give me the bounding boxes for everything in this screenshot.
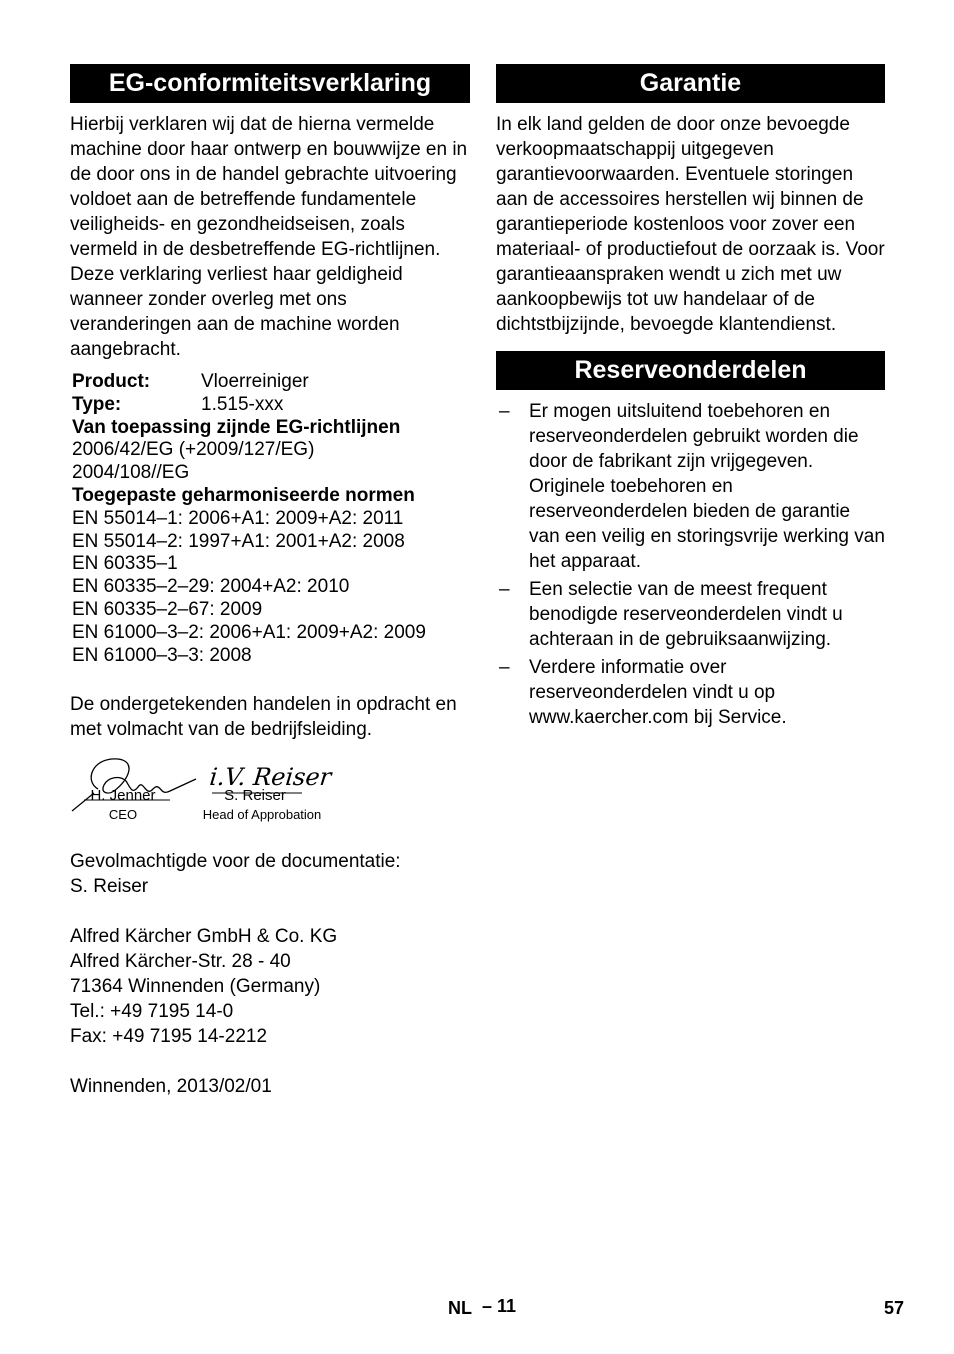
- company-address: [70, 924, 470, 1049]
- norm-item: EN 61000–3–3: 2008: [72, 644, 252, 666]
- list-item-text: Er mogen uitsluitend toebehoren en reserveonderdelen gebruikt worden die door de fabrikant zijn vrijgegeven. Originele toebehoren en reserveonderdelen bieden de garantie van een veilig en storingsvrije werking van het apparaat.: [529, 401, 885, 572]
- declaration-intro: Hierbij verklaren wij dat de hierna vermelde machine door haar ontwerp en bouwwijze en in de door ons in de handel gebrachte uitvoering voldoet aan de betreffende fundamentele veiligheids- en gezondheidseisen, zoals vermeld in de desbetreffende EG-richtlijnen. Deze verklaring verliest haar geldigheid wanneer zonder overleg met ons veranderingen aan de machine worden aangebracht.: [70, 114, 468, 360]
- address-line: Alfred Kärcher GmbH & Co. KG: [70, 926, 338, 948]
- type-row: [72, 394, 470, 417]
- signature-block: [70, 751, 470, 849]
- documentation-contact: [70, 849, 470, 899]
- list-item-text: Een selectie van de meest frequent benodigde reserveonderdelen vindt u achteraan in de gebruiksaanwijzing.: [529, 579, 843, 650]
- product-label: Product:: [72, 371, 151, 392]
- signer1-name: H. Jenner: [90, 787, 156, 805]
- place-date: Winnenden, 2013/02/01: [70, 1076, 272, 1098]
- list-item: [496, 577, 885, 652]
- address-line: Fax: +49 7195 14-2212: [70, 1026, 268, 1048]
- dash-bullet: –: [499, 657, 510, 678]
- product-value: Vloerreiniger: [201, 371, 309, 392]
- signers-statement: De ondergetekenden handelen in opdracht en met volmacht van de bedrijfsleiding.: [70, 694, 457, 741]
- signer2-role: Head of Approbation: [202, 807, 322, 823]
- norm-item: EN 61000–3–2: 2006+A1: 2009+A2: 2009: [72, 621, 426, 643]
- parts-title: Reserveonderdelen: [496, 351, 885, 390]
- documentation-name: S. Reiser: [70, 876, 149, 898]
- warranty-text: In elk land gelden de door onze bevoegde verkoopmaatschappij uitgegeven garantievoorwaarden. Eventuele storingen aan de accessoires herstellen wij binnen de garantieperiode kostenloos voor zover een materiaal- of productiefout de oorzaak is. Voor garantieaanspraken wendt u zich met uw aankoopbewijs tot uw handelaar of de dichtstbijzijnde, bevoegde klantendienst.: [496, 114, 885, 335]
- address-line: 71364 Winnenden (Germany): [70, 976, 321, 998]
- signature-reiser-text: i.V. Reiser: [208, 763, 333, 792]
- norm-item: EN 55014–1: 2006+A1: 2009+A2: 2011: [72, 507, 404, 529]
- type-value: 1.515-xxx: [201, 393, 284, 415]
- declaration-title: EG-conformiteitsverklaring: [70, 64, 470, 103]
- warranty-column: [496, 64, 885, 733]
- norms-heading: Toegepaste geharmoniseerde normen: [72, 484, 415, 506]
- address-line: Tel.: +49 7195 14-0: [70, 1001, 234, 1023]
- warranty-title: Garantie: [496, 64, 885, 103]
- type-label: Type:: [72, 393, 122, 415]
- product-row: [72, 371, 470, 394]
- address-line: Alfred Kärcher-Str. 28 - 40: [70, 951, 291, 973]
- norm-item: EN 60335–2–29: 2004+A2: 2010: [72, 576, 350, 598]
- signer1-role: CEO: [108, 807, 138, 823]
- directive-item: 2006/42/EG (+2009/127/EG): [72, 439, 315, 461]
- directive-item: 2004/108//EG: [72, 462, 190, 484]
- product-spec: [72, 371, 470, 667]
- footer-language: NL: [448, 1298, 472, 1318]
- dash-bullet: –: [499, 579, 510, 600]
- signer2-name: S. Reiser: [224, 787, 286, 805]
- list-item: [496, 655, 885, 730]
- dash-bullet: –: [499, 401, 510, 422]
- documentation-label: Gevolmachtigde voor de documentatie:: [70, 851, 401, 873]
- footer-section-page: – 11: [482, 1296, 517, 1316]
- list-item: [496, 399, 885, 574]
- norm-item: EN 60335–1: [72, 553, 178, 575]
- list-item-text: Verdere informatie over reserveonderdelen vindt u op www.kaercher.com bij Service.: [529, 657, 787, 728]
- parts-list: [496, 399, 885, 730]
- directives-heading: Van toepassing zijnde EG-richtlijnen: [72, 416, 401, 438]
- norm-item: EN 55014–2: 1997+A1: 2001+A2: 2008: [72, 530, 405, 552]
- declaration-column: [70, 64, 470, 1099]
- footer-page-number: 57: [884, 1298, 905, 1318]
- norm-item: EN 60335–2–67: 2009: [72, 598, 263, 620]
